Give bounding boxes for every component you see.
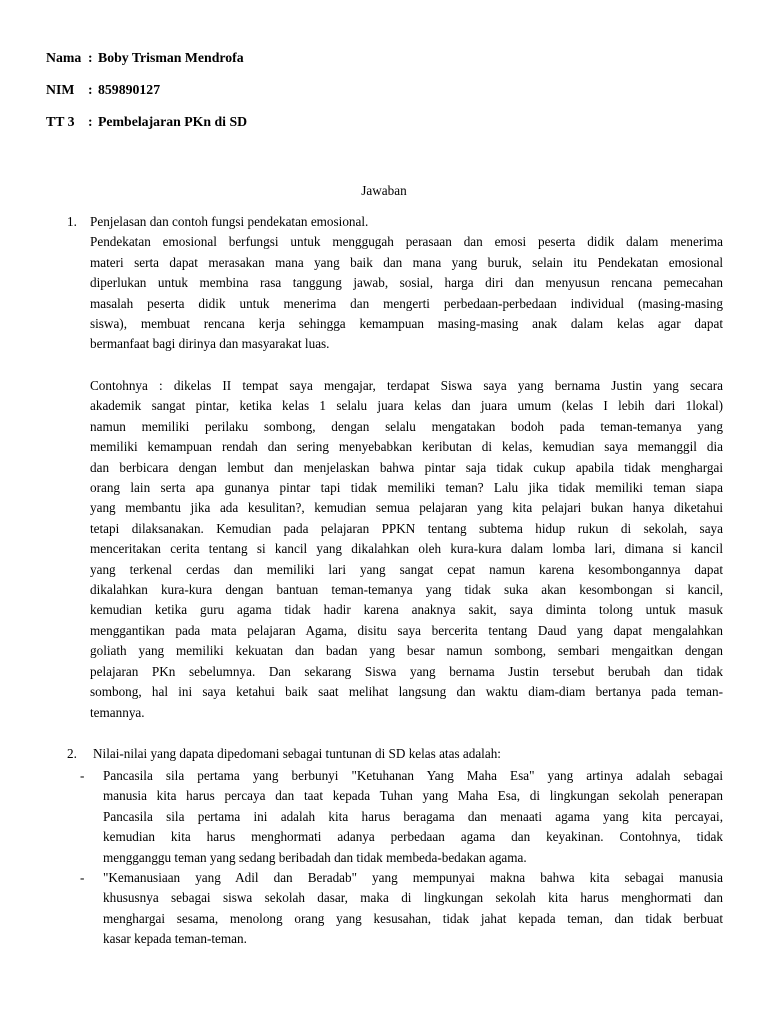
text-line: sombong, hal ini saya ketahui baik saat melihat langsung dan waktu diam-diam bertanya pada teman-: [90, 684, 723, 700]
student-info: [46, 48, 247, 144]
text-line: yang terkenal cerdas dan memiliki lari yang sangat cepat namun karena kesombongannya dapat: [90, 561, 723, 577]
task-colon: :: [88, 114, 93, 129]
task-value: Pembelajaran PKn di SD: [98, 114, 248, 129]
text-line: manusia kita harus percaya dan taat kepada Tuhan yang Maha Esa, di lingkungan sekolah penerapan: [103, 788, 723, 804]
text-line: menghargai sesama, menolong orang yang kesusahan, tidak jahat kepada teman, dan tidak berbuat: [103, 910, 723, 926]
text-line: khususnya sebagai siswa sekolah dasar, maka di lingkungan sekolah kita harus menghormati dan: [103, 890, 723, 906]
text-line: kasar kepada teman-teman.: [103, 931, 247, 947]
text-line: mengganggu teman yang sedang beribadah dan tidak membeda-bedakan agama.: [103, 849, 527, 865]
example-paragraph: [90, 376, 723, 723]
text-line: dikalahkan kura-kura dengan bantuan teman-temanya yang tidak suka akan kesombongan si kancil,: [90, 582, 723, 598]
bullet-text: [103, 868, 723, 950]
item-heading: Nilai-nilai yang dapata dipedomani sebagai tuntunan di SD kelas atas adalah:: [93, 746, 501, 761]
text-line: kemudian kita harus menghormati adanya perbedaan agama dan keyakinan. Contohnya, tidak: [103, 829, 723, 845]
text-line: memiliki kemampuan rendah dan sering menyebabkan keributan di kelas, kemudian saya memanggil dia: [90, 439, 723, 455]
text-line: temannya.: [90, 704, 145, 720]
text-line: Pancasila sila pertama ini adalah kita harus beragama dan menaati agama yang kita percayai,: [103, 808, 723, 824]
explanation-paragraph: [90, 232, 723, 354]
text-line: namun memiliki perilaku sombong, dengan selalu mengatakan bodoh pada teman-temanya yang: [90, 418, 723, 434]
task-row: [46, 112, 247, 144]
text-line: Pendekatan emosional berfungsi untuk menggugah perasaan dan emosi peserta didik dalam menerima: [90, 234, 723, 250]
name-colon: :: [88, 50, 93, 65]
text-line: masalah peserta didik untuk menerima dan mengerti perbedaan-perbedaan individual (masing-masing: [90, 295, 723, 311]
text-line: siswa), membuat rencana kerja sehingga kemampuan masing-masing anak dalam kelas agar dapat: [90, 316, 723, 332]
name-value: Boby Trisman Mendrofa: [98, 50, 244, 65]
text-line: pelajaran PKn sebelumnya. Dan sekarang Siswa yang bernama Justin tersebut berubah dan tidak: [90, 663, 723, 679]
text-line: goliath yang memiliki kekuatan dan badan yang besar namun sombong, sembari mengaitkan dengan: [90, 643, 723, 659]
text-line: materi serta dapat merasakan mana yang baik dan mana yang buruk, selain itu Pendekatan emosional: [90, 254, 723, 270]
text-line: orang lain serta apa gunanya pintar tapi tidak memiliki teman? Lalu jika tidak memiliki teman siapa: [90, 480, 723, 496]
item-number: 2.: [67, 746, 77, 761]
bullet-text: [103, 766, 723, 868]
text-line: yang membantu jika ada kesulitan?, kemudian semua pelajaran yang kita pelajari bukan hanya diketahui: [90, 500, 723, 516]
name-key: Nama: [46, 50, 82, 65]
nim-row: [46, 80, 247, 112]
item-heading: Penjelasan dan contoh fungsi pendekatan emosional.: [90, 214, 369, 229]
text-line: Pancasila sila pertama yang berbunyi "Ketuhanan Yang Maha Esa" yang artinya adalah sebagai: [103, 768, 723, 783]
text-line: dan berbicara dengan lembut dan menjelaskan bahwa pintar saja tidak cukup apabila tidak menghargai: [90, 459, 723, 475]
text-line: menceritakan cerita tentang si kancil yang dikalahkan oleh kura-kura dalam lomba lari, dimana si kancil: [90, 541, 723, 557]
item-number: 1.: [67, 214, 77, 229]
nim-colon: :: [88, 82, 93, 97]
nim-key: NIM: [46, 82, 75, 97]
text-line: menggantikan pada mata pelajaran Agama, disitu saya bercerita tentang Daud yang dapat mengalahkan: [90, 622, 723, 638]
nim-value: 859890127: [98, 82, 161, 97]
document-title: Jawaban: [361, 183, 407, 198]
bullet-dash: -: [80, 870, 85, 885]
text-line: akademik sangat pintar, ketika kelas 1 selalu juara kelas dan juara umum (kelas I lebih dari 1lokal): [90, 398, 723, 414]
text-line: Contohnya : dikelas II tempat saya mengajar, terdapat Siswa saya yang bernama Justin yang secara: [90, 378, 723, 393]
task-key: TT 3: [46, 114, 75, 129]
text-line: diperlukan untuk membina rasa tanggung jawab, sosial, harga diri dan menyusun rencana pemecahan: [90, 275, 723, 291]
text-line: kemudian ketika guru agama tidak hadir karena anaknya sakit, saya diminta tolong untuk masuk: [90, 602, 723, 618]
bullet-dash: -: [80, 768, 85, 783]
text-line: tetapi dilaksanakan. Kemudian pada pelajaran PPKN tentang subtema hidup rukun di sekolah, saya: [90, 520, 723, 536]
text-line: bermanfaat bagi dirinya dan masyarakat luas.: [90, 336, 330, 352]
name-row: [46, 48, 247, 80]
text-line: "Kemanusiaan yang Adil dan Beradab" yang mempunyai makna bahwa kita sebagai manusia: [103, 870, 723, 885]
